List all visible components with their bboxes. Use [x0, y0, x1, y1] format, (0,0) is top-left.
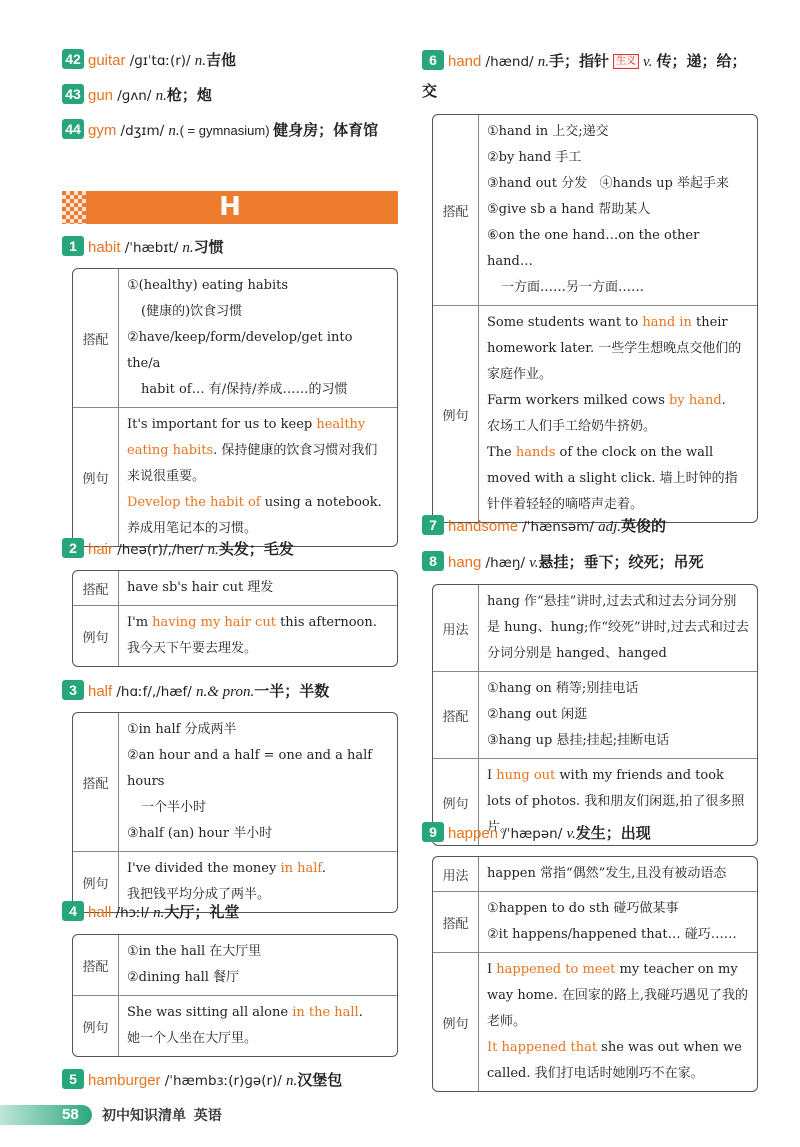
phonetic: /ˈhænsəm/ — [522, 519, 594, 535]
entry-number: 7 — [422, 515, 444, 535]
row-label: 例句 — [433, 953, 479, 1091]
usage-text: hang 作“悬挂”讲时,过去式和过去分词分别是 hung、hung;作“绞死”讲时,过去式和过去分词分别是 hanged、hanged — [487, 594, 749, 661]
collocation-line: have sb's hair cut 理发 — [127, 580, 274, 595]
collocation-line: ①hand in 上交;递交 — [487, 124, 609, 139]
part-of-speech: v. — [529, 555, 539, 571]
entry-number: 3 — [62, 680, 84, 700]
collocation-line: ①(healthy) eating habits — [127, 278, 288, 293]
entry-number: 4 — [62, 901, 84, 921]
collocation-line: ②dining hall 餐厅 — [127, 970, 240, 985]
meaning: 汉堡包 — [297, 1072, 343, 1089]
entry-hamburger — [62, 1067, 342, 1095]
example-sentence: She was sitting all alone in the hall. — [127, 1005, 363, 1020]
hand-table — [432, 114, 758, 523]
collocation-line: ②by hand 手工 — [487, 150, 582, 165]
meaning: 英俊的 — [621, 518, 667, 535]
row-label: 例句 — [73, 852, 119, 912]
happen-table — [432, 856, 758, 1092]
entry-handsome — [422, 513, 666, 541]
meaning: 一半；半数 — [254, 683, 330, 700]
left-column — [62, 0, 400, 1100]
section-banner-h — [62, 191, 398, 224]
collocation-line: ②it happens/happened that… 碰巧…… — [487, 927, 737, 942]
example-sentence: Develop the habit of using a notebook. — [127, 495, 382, 510]
example-sentence: It happened that she was out when we called. 我们打电话时她刚巧不在家。 — [487, 1040, 742, 1081]
collocation-line: ②hang out 闲逛 — [487, 707, 588, 722]
headword: handsome — [448, 518, 519, 535]
entry-gym — [62, 117, 400, 145]
entry-number: 8 — [422, 551, 444, 571]
book-title: 初中知识清单 英语 — [102, 1107, 222, 1123]
example-translation: 我把钱平均分成了两半。 — [127, 887, 271, 902]
headword: hall — [88, 904, 112, 921]
meaning: 吉他 — [206, 52, 237, 69]
example-row — [433, 952, 757, 1091]
collocation-line: 一方面……另一方面…… — [501, 280, 645, 295]
collocation-line: ①in the hall 在大厅里 — [127, 944, 262, 959]
example-sentence: I happened to meet my teacher on my way home. 在回家的路上,我碰巧遇见了我的老师。 — [487, 962, 748, 1029]
meaning: 发生；出现 — [575, 825, 651, 842]
headword: habit — [88, 239, 121, 256]
phonetic: /ɡɪˈtɑː(r)/ — [129, 53, 191, 69]
entry-guitar — [62, 47, 236, 75]
phonetic: /hæŋ/ — [485, 555, 526, 571]
entry-number: 42 — [62, 49, 84, 69]
collocation-line: ②an hour and a half = one and a half hours — [127, 748, 373, 789]
phonetic: /ɡʌn/ — [117, 88, 152, 104]
half-table — [72, 712, 398, 913]
collocation-line: ①hang on 稍等;别挂电话 — [487, 681, 639, 696]
example-sentence: Some students want to hand in their homework later. 一些学生想晚点交他们的家庭作业。 — [487, 315, 742, 382]
phonetic: /hɔːl/ — [115, 905, 149, 921]
page-footer — [0, 1105, 800, 1135]
collocation-row — [73, 571, 397, 605]
meaning-note: ( = gymnasium) — [179, 123, 274, 138]
row-label: 搭配 — [73, 713, 119, 851]
entry-gun — [62, 82, 212, 110]
collocation-line: habit of… 有/保持/养成……的习惯 — [141, 382, 348, 397]
headword: guitar — [88, 52, 126, 69]
headword: hair — [88, 541, 114, 558]
part-of-speech: n. — [155, 88, 167, 104]
meaning: 头发；毛发 — [218, 541, 294, 558]
example-row — [73, 605, 397, 666]
row-label: 用法 — [433, 585, 479, 671]
example-row — [433, 305, 757, 522]
example-sentence: The hands of the clock on the wall moved with a slight click. 墙上时钟的指针伴着轻轻的嘀嗒声走着。 — [487, 445, 738, 512]
entry-happen — [422, 820, 651, 848]
row-label: 搭配 — [433, 892, 479, 952]
collocation-line: 一个半小时 — [141, 800, 207, 815]
habit-table — [72, 268, 398, 547]
example-row — [73, 995, 397, 1056]
phonetic: /heə(r)/,/her/ — [117, 542, 204, 558]
meaning: 健身房；体育馆 — [273, 122, 379, 139]
collocation-line: ③hand out 分发 ④hands up 举起手来 — [487, 176, 730, 191]
row-label: 例句 — [73, 996, 119, 1056]
part-of-speech: n. — [537, 54, 550, 70]
collocation-line: ③half (an) hour 半小时 — [127, 826, 273, 841]
row-label: 搭配 — [433, 672, 479, 758]
section-letter: H — [219, 192, 241, 222]
collocation-line: (健康的)饮食习惯 — [141, 304, 243, 319]
headword: hand — [448, 53, 482, 70]
example-sentence: I'm having my hair cut this afternoon. — [127, 615, 377, 630]
entry-number: 44 — [62, 119, 84, 139]
entry-number: 6 — [422, 50, 444, 70]
collocation-row — [73, 935, 397, 995]
meaning: 悬挂；垂下；绞死；吊死 — [538, 554, 704, 571]
example-sentence: It's important for us to keep healthy eating habits. 保持健康的饮食习惯对我们来说很重要。 — [127, 417, 378, 484]
row-label: 搭配 — [433, 115, 479, 305]
meaning: 手；指针 — [549, 53, 610, 70]
collocation-line: ②have/keep/form/develop/get into the/a — [127, 330, 353, 371]
collocation-line: ⑥on the one hand…on the other hand… — [487, 228, 700, 269]
usage-row — [433, 857, 757, 891]
right-column — [422, 0, 758, 1100]
new-meaning-tag: 生义 — [613, 54, 639, 69]
row-label: 搭配 — [73, 571, 119, 605]
collocation-line: ⑤give sb a hand 帮助某人 — [487, 202, 651, 217]
entry-number: 9 — [422, 822, 444, 842]
phonetic: /ˈhæpən/ — [502, 826, 563, 842]
example-translation: 农场工人们手工给奶牛挤奶。 — [487, 419, 657, 434]
example-translation: 养成用笔记本的习惯。 — [127, 521, 258, 536]
usage-row — [433, 585, 757, 671]
hair-table — [72, 570, 398, 667]
phonetic: /ˈhæbɪt/ — [124, 240, 179, 256]
entry-hand — [422, 47, 758, 106]
collocation-line: ①in half 分成两半 — [127, 722, 237, 737]
entry-habit — [62, 234, 224, 262]
entry-hall — [62, 899, 239, 927]
example-translation: 她一个人坐在大厅里。 — [127, 1031, 258, 1046]
phonetic: /ˈhæmbɜː(r)ɡə(r)/ — [164, 1073, 282, 1089]
usage-text: happen 常指“偶然”发生,且没有被动语态 — [487, 866, 727, 881]
meaning: 大厅；礼堂 — [164, 904, 240, 921]
part-of-speech: n. — [168, 123, 180, 139]
entry-number: 2 — [62, 538, 84, 558]
part-of-speech: n. — [153, 905, 165, 921]
part-of-speech: adj. — [598, 519, 621, 535]
page-number: 58 — [62, 1106, 79, 1123]
hang-table — [432, 584, 758, 846]
row-label: 例句 — [433, 306, 479, 522]
meaning: 枪；炮 — [166, 87, 212, 104]
headword: gun — [88, 87, 114, 104]
meaning: 习惯 — [193, 239, 224, 256]
part-of-speech: n. — [194, 53, 207, 69]
entry-hair — [62, 536, 294, 564]
collocation-row — [73, 269, 397, 407]
headword: gym — [88, 122, 117, 139]
headword: happen — [448, 825, 499, 842]
part-of-speech: n. — [207, 542, 219, 558]
row-label: 例句 — [433, 759, 479, 845]
entry-number: 5 — [62, 1069, 84, 1089]
row-label: 例句 — [73, 606, 119, 666]
part-of-speech: n. — [286, 1073, 298, 1089]
part-of-speech: v. — [566, 826, 576, 842]
collocation-row — [433, 671, 757, 758]
example-sentence: I've divided the money in half. — [127, 861, 326, 876]
headword: hang — [448, 554, 482, 571]
example-sentence: Farm workers milked cows by hand. — [487, 393, 726, 408]
headword: half — [88, 683, 113, 700]
collocation-line: ③hang up 悬挂;挂起;挂断电话 — [487, 733, 670, 748]
collocation-row — [433, 891, 757, 952]
part-of-speech: n.& pron. — [196, 684, 255, 700]
part-of-speech: v. — [643, 54, 653, 70]
collocation-line: ①happen to do sth 碰巧做某事 — [487, 901, 679, 916]
part-of-speech: n. — [182, 240, 194, 256]
entry-half — [62, 678, 329, 706]
headword: hamburger — [88, 1072, 161, 1089]
collocation-row — [433, 115, 757, 305]
collocation-row — [73, 713, 397, 851]
hall-table — [72, 934, 398, 1057]
entry-hang — [422, 549, 704, 577]
row-label: 例句 — [73, 408, 119, 546]
meaning: 传；递；给；交 — [422, 53, 747, 100]
example-translation: 我今天下午要去理发。 — [127, 641, 258, 656]
phonetic: /hænd/ — [485, 54, 534, 70]
row-label: 搭配 — [73, 269, 119, 407]
phonetic: /dʒɪm/ — [120, 123, 165, 139]
example-sentence: I hung out with my friends and took lots of photos. 我和朋友们闲逛,拍了很多照片。 — [487, 768, 745, 835]
row-label: 用法 — [433, 857, 479, 891]
entry-number: 1 — [62, 236, 84, 256]
example-row — [73, 407, 397, 546]
phonetic: /hɑːf/,/hæf/ — [116, 684, 192, 700]
row-label: 搭配 — [73, 935, 119, 995]
entry-number: 43 — [62, 84, 84, 104]
